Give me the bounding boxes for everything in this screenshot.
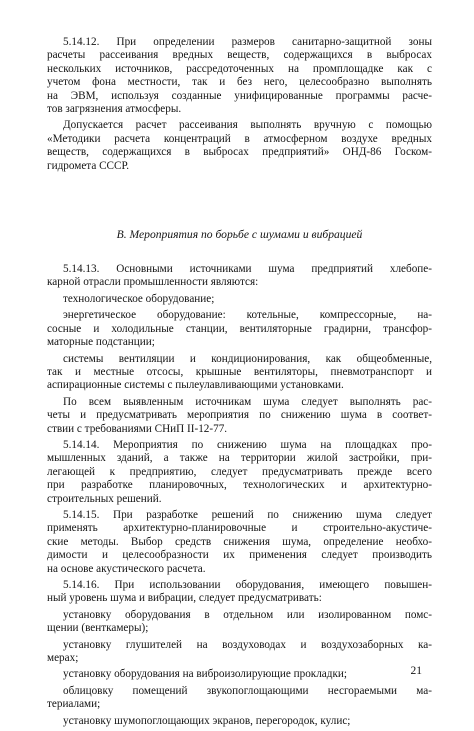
text-line: так и местные отсосы, крышные вентиляторы, пневмотранспорт и [47, 365, 432, 378]
text-block-noise-measures [47, 263, 432, 731]
paragraph [47, 685, 432, 712]
text-line: мерах; [47, 652, 79, 665]
document-page [47, 36, 432, 731]
text-line: 5.14.14. Мероприятия по снижению шума на площадках про- [63, 438, 432, 451]
text-line: карной отрасли промышленности являются: [47, 276, 259, 289]
text-line: 5.14.13. Основными источниками шума предприятий хлебопе- [63, 263, 432, 276]
text-line: расчеты рассеивания вредных веществ, содержащихся в выбросах [47, 49, 432, 62]
paragraph [47, 609, 432, 636]
paragraph [47, 36, 432, 116]
text-line: гидромета СССР. [47, 159, 130, 172]
text-line: облицовку помещений звукопоглощающими несгораемыми ма- [63, 684, 432, 697]
text-line: системы вентиляции и кондиционирования, как общеобменные, [63, 352, 432, 365]
text-line: мышленных зданий, а также на территории жилой застройки, при- [47, 452, 432, 465]
text-line: учетом фона местности, так и без него, целесообразно выполнять [47, 76, 432, 89]
text-line: на основе акустического расчета. [47, 562, 206, 575]
paragraph [47, 119, 432, 173]
paragraph [47, 396, 432, 436]
text-line: четы и предусматривать мероприятия по снижению шума в соответ- [47, 409, 432, 422]
paragraph [47, 309, 432, 349]
text-line: ские методы. Выбор средств снижения шума, определение необхо- [47, 535, 432, 548]
text-line: тов загрязнения атмосферы. [47, 103, 182, 116]
page-number: 21 [410, 665, 422, 677]
text-line: энергетическое оборудование: котельные, компрессорные, на- [63, 309, 432, 322]
text-line: димости и целесообразности их применения следует производить [47, 549, 432, 562]
paragraph [47, 353, 432, 393]
paragraph [47, 639, 432, 666]
text-line: нескольких источников, рассредоточенных на промплощадке как с [47, 62, 432, 75]
text-line: легающей к предприятию, следует предусматривать прежде всего [47, 465, 432, 478]
text-line: установку оборудования на виброизолирующие прокладки; [63, 668, 347, 681]
paragraph [47, 263, 432, 290]
text-line: ный уровень шума и вибрации, следует предусматривать: [47, 592, 322, 605]
text-line: на ЭВМ, используя созданные унифицированные программы расче- [47, 89, 432, 102]
text-line: сосные и холодильные станции, вентиляторные градирни, трансфор- [47, 322, 432, 335]
text-line: По всем выявленным источникам шума следует выполнять рас- [63, 395, 432, 408]
text-block-air-dispersion [47, 36, 432, 176]
text-line: аспирационные системы с пылеулавливающими установками. [47, 379, 344, 392]
text-line: ствии с требованиями СНиП II-12-77. [47, 422, 228, 435]
text-line: строительных решений. [47, 492, 162, 505]
text-line: установку оборудования в отдельном или изолированном помс- [63, 608, 432, 621]
text-line: 5.14.16. При использовании оборудования, имеющего повышен- [63, 579, 432, 591]
text-line: Допускается расчет рассеивания выполнять вручную с помощью [63, 119, 432, 132]
text-line: при разработке планировочных, технологических и архитектурно- [47, 479, 432, 492]
text-line: 5.14.12. При определении размеров санитарно-защитной зоны [63, 36, 432, 48]
paragraph [47, 509, 432, 576]
text-line: териалами; [47, 698, 101, 711]
text-line: установку шумопоглощающих экранов, перегородок, кулис; [63, 714, 351, 727]
text-line: 5.14.15. При разработке решений по снижению шума следует [63, 508, 432, 521]
paragraph [47, 715, 432, 728]
text-line: применять архитектурно-планировочные и строительно-акустиче- [47, 522, 432, 535]
text-line: веществ, содержащихся в выбросах предприятий» ОНД-86 Госком- [47, 146, 432, 159]
paragraph [47, 439, 432, 506]
paragraph [47, 293, 432, 306]
text-line: маторные подстанции; [47, 336, 155, 349]
text-line: технологическое оборудование; [63, 292, 215, 305]
text-line: щении (венткамеры); [47, 622, 149, 635]
section-heading: В. Мероприятия по борьбе с шумами и вибрацией [116, 228, 363, 242]
paragraph [47, 668, 432, 681]
text-line: установку глушителей на воздуховодах и воздухозаборных ка- [63, 638, 432, 651]
paragraph [47, 579, 432, 606]
text-line: «Методики расчета концентраций в атмосферном воздухе вредных [47, 132, 432, 145]
